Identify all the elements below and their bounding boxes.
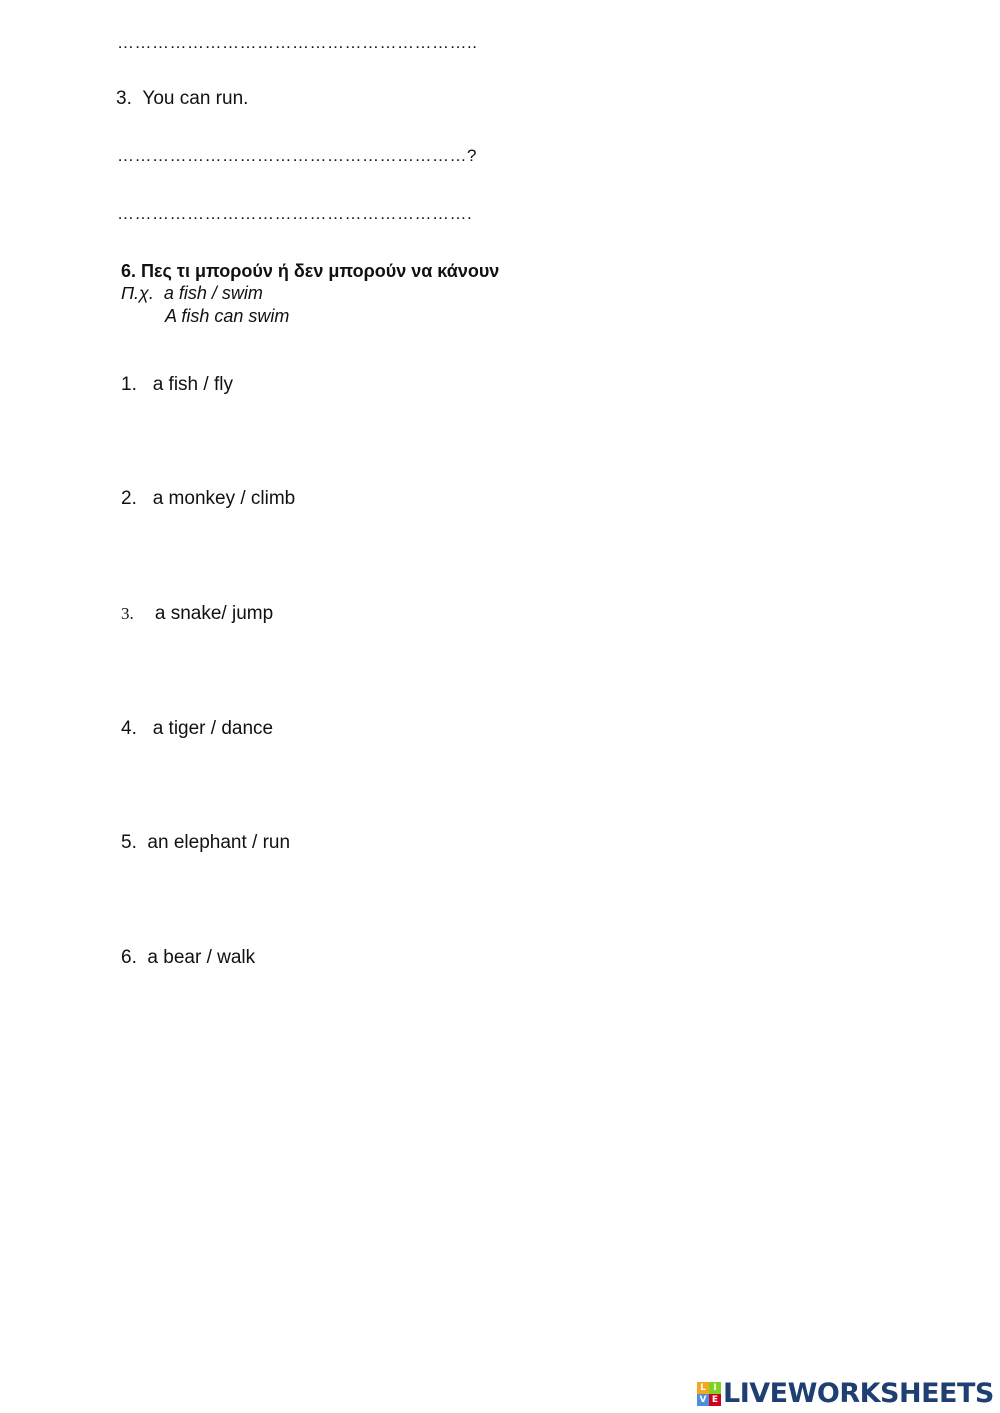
logo-letter: L	[697, 1382, 709, 1394]
logo-letter: I	[709, 1382, 721, 1394]
answer-line-1: ……………………………………………………..	[117, 33, 478, 52]
item-text: a monkey / climb	[152, 488, 296, 509]
item-number: 2.	[121, 488, 137, 509]
example-answer: A fish can swim	[165, 306, 290, 326]
list-item	[121, 603, 273, 625]
list-item	[121, 718, 273, 740]
item-text: a snake/ jump	[154, 603, 274, 624]
item-text: a fish / fly	[152, 374, 233, 395]
example-prompt: a fish / swim	[163, 283, 263, 303]
list-item	[121, 488, 295, 510]
list-item	[121, 374, 233, 396]
item-number: 4.	[121, 718, 137, 739]
item-text: a bear / walk	[147, 947, 256, 968]
logo-letter: V	[697, 1394, 709, 1406]
list-item	[121, 832, 290, 854]
item-number: 3.	[116, 88, 132, 109]
logo-letter: E	[709, 1394, 721, 1406]
example-line	[121, 283, 263, 304]
item-number: 1.	[121, 374, 137, 395]
item-number: 6.	[121, 947, 137, 968]
item-text: a tiger / dance	[152, 718, 274, 739]
question-item-3	[116, 88, 248, 110]
answer-line-2: ……………………………………………………?	[117, 146, 477, 165]
logo-text: LIVEWORKSHEETS	[723, 1378, 994, 1409]
item-text: You can run.	[142, 88, 249, 109]
liveworksheets-logo	[697, 1378, 994, 1409]
item-text: an elephant / run	[147, 832, 291, 853]
item-number: 3.	[121, 604, 134, 623]
item-number: 5.	[121, 832, 137, 853]
exercise-heading: 6. Πες τι μπορούν ή δεν μπορούν να κάνουν	[121, 261, 500, 281]
example-label: Π.χ.	[121, 283, 154, 303]
list-item	[121, 947, 255, 969]
liveworksheets-mark-icon	[697, 1382, 721, 1406]
answer-line-3: …………………………………………………….	[117, 204, 473, 223]
